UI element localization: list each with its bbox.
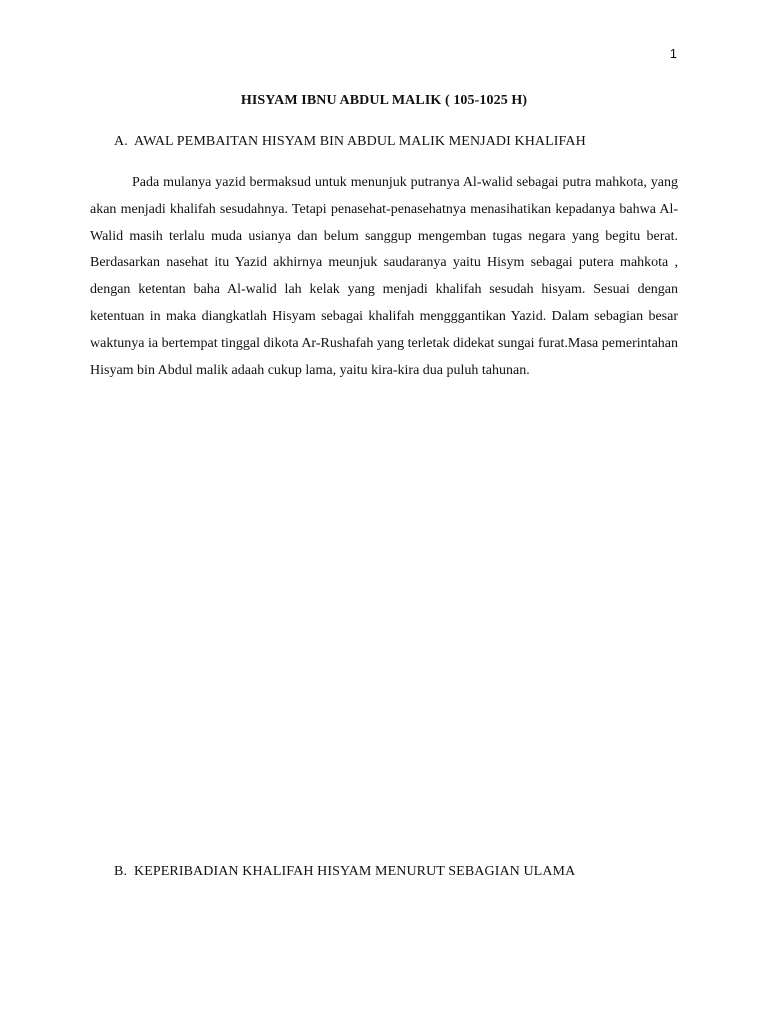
section-b-heading-text: KEPERIBADIAN KHALIFAH HISYAM MENURUT SEBAGIAN ULAMA xyxy=(134,864,576,879)
section-a-heading-text: AWAL PEMBAITAN HISYAM BIN ABDUL MALIK MENJADI KHALIFAH xyxy=(134,134,586,149)
section-a-paragraph: Pada mulanya yazid bermaksud untuk menunjuk putranya Al-walid sebagai putra mahkota, yang akan menjadi khalifah sesudahnya. Tetapi penasehat-penasehatnya menasihatikan kepadanya bahwa Al-Walid masih terlalu muda usianya dan belum sanggup mengemban tugas negara yang begitu berat. Berdasarkan nasehat itu Yazid akhirnya meunjuk saudaranya yaitu Hisym sebagai putera mahkota , dengan ketentan baha Al-walid lah kelak yang menjadi khalifah sesudah hisyam. Sesuai dengan ketentuan in maka diangkatlah Hisyam sebagai khalifah mengggantikan Yazid. Dalam sebagian besar waktunya ia bertempat tinggal dikota Ar-Rushafah yang terletak didekat sungai furat.Masa pemerintahan Hisyam bin Abdul malik adaah cukup lama, yaitu kira-kira dua puluh tahunan. xyxy=(90,175,678,378)
section-b-marker: B. xyxy=(114,864,128,879)
document-title: HISYAM IBNU ABDUL MALIK ( 105-1025 H) xyxy=(240,93,528,108)
section-a-marker: A. xyxy=(114,134,128,149)
page-number: 1 xyxy=(669,46,677,61)
section-heading-b xyxy=(114,864,575,880)
section-heading-a xyxy=(114,134,586,150)
